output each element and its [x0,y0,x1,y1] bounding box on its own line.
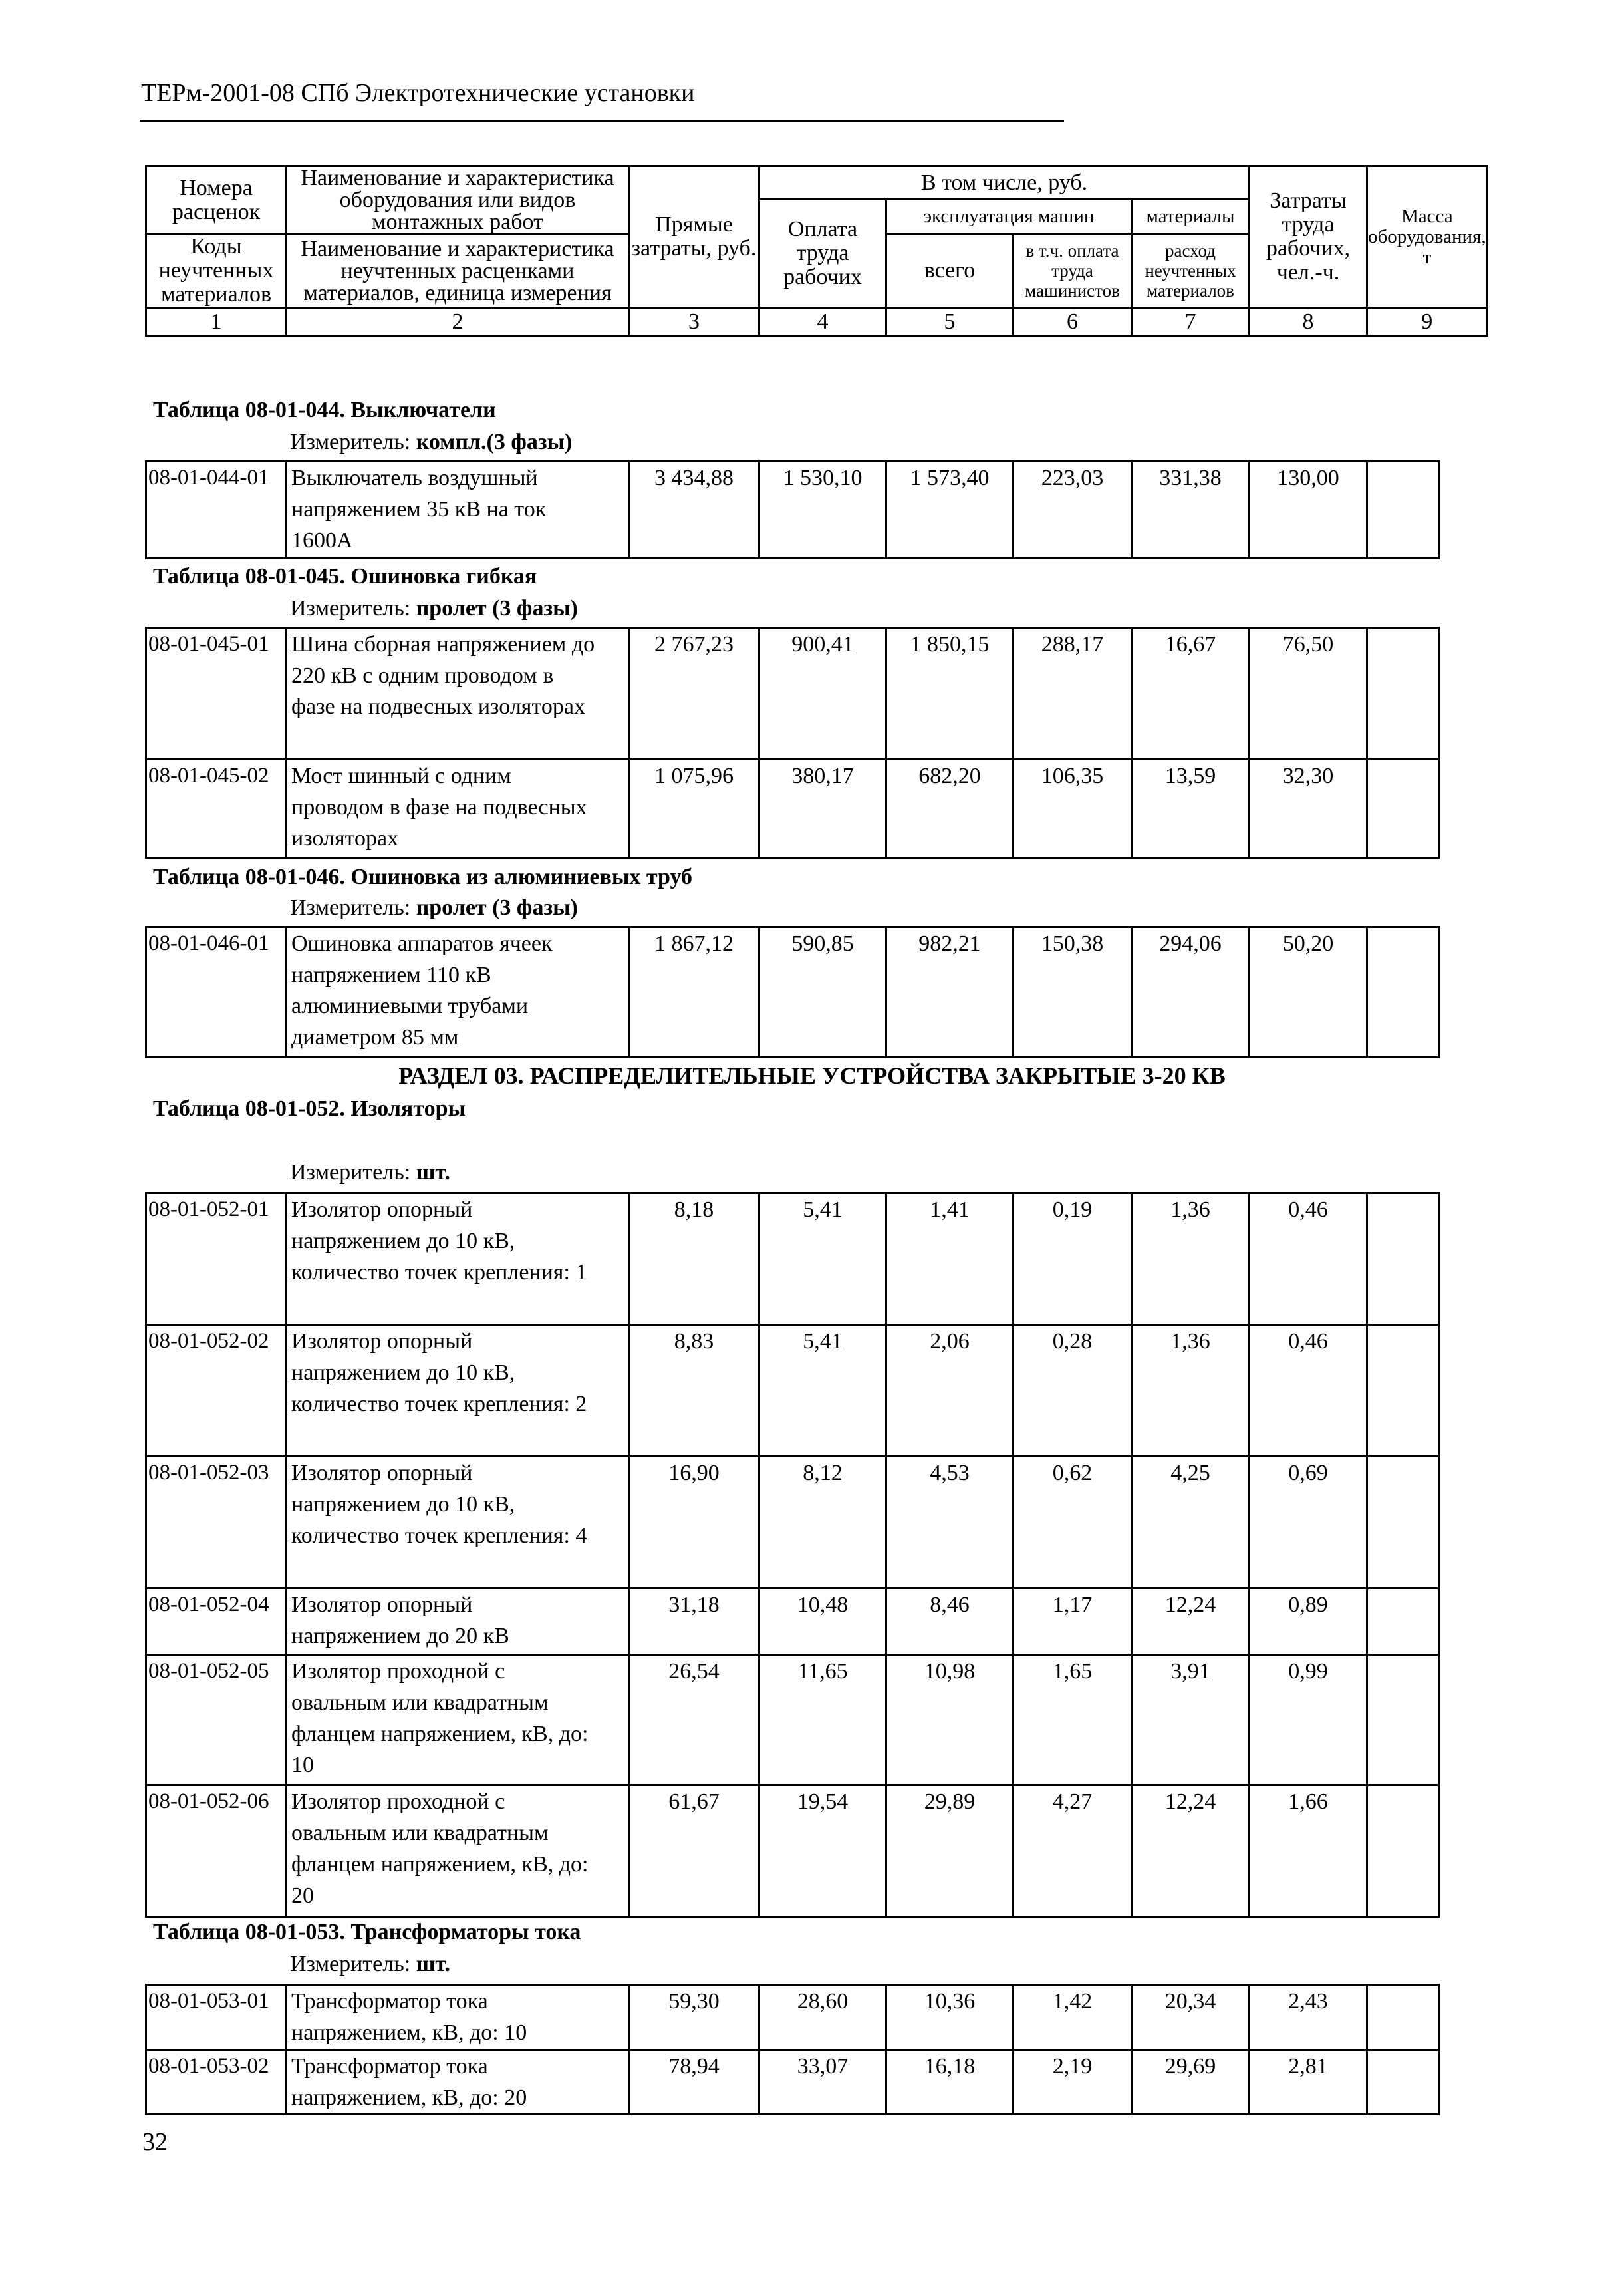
rate-code: 08-01-052-03 [146,1457,287,1589]
materials-cost: 1,36 [1132,1193,1250,1325]
labor-hours: 0,99 [1250,1655,1367,1785]
rate-name-line: напряжением 35 кВ на ток [291,497,547,522]
direct-cost: 26,54 [629,1655,759,1785]
section-title: РАЗДЕЛ 03. РАСПРЕДЕЛИТЕЛЬНЫЕ УСТРОЙСТВА ЗАКРЫТЫЕ 3-20 КВ [398,1062,1226,1089]
operator-pay: 150,38 [1014,927,1132,1058]
table-caption: Таблица 08-01-052. Изоляторы [153,1096,466,1121]
rate-code: 08-01-044-01 [146,462,287,559]
rate-name [287,462,629,559]
rate-name [287,1785,629,1917]
rate-name-line: количество точек крепления: 4 [291,1523,587,1548]
equipment-mass [1367,628,1439,760]
labor-hours: 2,81 [1250,2050,1367,2115]
col8-header: Затраты труда рабочих, чел.-ч. [1250,166,1367,308]
direct-cost: 3 434,88 [629,462,759,559]
rate-name-line: 220 кВ с одним проводом в [291,663,554,688]
materials-cost: 1,36 [1132,1325,1250,1457]
table-row [146,1589,1439,1655]
operator-pay: 223,03 [1014,462,1132,559]
labor-hours: 130,00 [1250,462,1367,559]
rate-name-line: алюминиевыми трубами [291,994,529,1018]
operator-pay: 0,19 [1014,1193,1132,1325]
rate-name-line: 20 [291,1883,314,1908]
machine-total: 10,98 [886,1655,1014,1785]
rate-name-line: напряжением, кВ, до: 20 [291,2085,527,2110]
col2-header-bottom: Наименование и характеристика неучтенных расценками материалов, единица измерения [287,234,629,308]
machine-total: 10,36 [886,1985,1014,2050]
col-number-6: 6 [1014,308,1132,336]
rate-name [287,1655,629,1785]
direct-cost: 16,90 [629,1457,759,1589]
rate-name-line: Шина сборная напряжением до [291,632,595,657]
rate-name-line: проводом в фазе на подвесных [291,795,587,820]
operator-pay: 1,65 [1014,1655,1132,1785]
col7-header: расход неучтенных материалов [1132,234,1250,308]
rate-name-line: Изолятор опорный [291,1593,473,1617]
equipment-mass [1367,1785,1439,1917]
measure-unit: шт. [416,1952,451,1976]
table-caption: Таблица 08-01-046. Ошиновка из алюминиевых труб [153,865,693,889]
equipment-mass [1367,1325,1439,1457]
measure-line: Измеритель: шт. [290,1160,451,1185]
rate-name-line: овальным или квадратным [291,1821,549,1845]
col3-header: Прямые затраты, руб. [629,166,759,308]
col9-header: Масса оборудования, т [1367,166,1488,308]
machine-total: 1 573,40 [886,462,1014,559]
rate-name [287,1589,629,1655]
group-header: В том числе, руб. [759,166,1250,200]
document-header: ТЕРм-2001-08 СПб Электротехнические установки [141,79,695,107]
rate-code: 08-01-052-05 [146,1655,287,1785]
labor-pay: 5,41 [759,1193,886,1325]
rate-name-line: количество точек крепления: 1 [291,1260,587,1285]
labor-pay: 10,48 [759,1589,886,1655]
labor-hours: 0,69 [1250,1457,1367,1589]
operator-pay: 0,62 [1014,1457,1132,1589]
machine-total: 1 850,15 [886,628,1014,760]
operator-pay: 1,42 [1014,1985,1132,2050]
labor-pay: 11,65 [759,1655,886,1785]
rate-name [287,2050,629,2115]
machine-total: 982,21 [886,927,1014,1058]
materials-cost: 12,24 [1132,1785,1250,1917]
materials-cost: 16,67 [1132,628,1250,760]
machine-total: 1,41 [886,1193,1014,1325]
materials-cost: 29,69 [1132,2050,1250,2115]
direct-cost: 61,67 [629,1785,759,1917]
equipment-mass [1367,1457,1439,1589]
col-number-8: 8 [1250,308,1367,336]
rate-name-line: 1600А [291,528,353,553]
equipment-mass [1367,1655,1439,1785]
machine-total: 16,18 [886,2050,1014,2115]
rates-table [145,460,1440,559]
labor-pay: 8,12 [759,1457,886,1589]
machine-total: 4,53 [886,1457,1014,1589]
operator-pay: 0,28 [1014,1325,1132,1457]
operator-pay: 4,27 [1014,1785,1132,1917]
rate-name-line: напряжением 110 кВ [291,963,491,987]
measure-unit: шт. [416,1160,451,1185]
equipment-mass [1367,1589,1439,1655]
rate-name-line: Изолятор проходной с [291,1789,505,1814]
rate-name-line: Изолятор опорный [291,1461,473,1485]
labor-hours: 1,66 [1250,1785,1367,1917]
rate-name-line: Трансформатор тока [291,1989,488,2014]
table-row [146,1457,1439,1589]
table-caption: Таблица 08-01-044. Выключатели [153,398,496,422]
rate-name-line: напряжением до 10 кВ, [291,1229,515,1253]
rate-name [287,1985,629,2050]
rate-name-line: напряжением до 10 кВ, [291,1492,515,1517]
equipment-mass [1367,462,1439,559]
rate-name [287,628,629,760]
measure-unit: пролет (3 фазы) [416,596,578,621]
labor-hours: 2,43 [1250,1985,1367,2050]
machine-total: 8,46 [886,1589,1014,1655]
rate-name-line: Изолятор проходной с [291,1659,505,1684]
materials-cost: 4,25 [1132,1457,1250,1589]
rate-name-line: изоляторах [291,826,399,851]
labor-pay: 33,07 [759,2050,886,2115]
rates-table [145,926,1440,1058]
labor-hours: 76,50 [1250,628,1367,760]
measure-line: Измеритель: компл.(3 фазы) [290,430,573,454]
labor-hours: 0,89 [1250,1589,1367,1655]
operator-pay: 2,19 [1014,2050,1132,2115]
equipment-mass [1367,1985,1439,2050]
table-row [146,927,1439,1058]
rate-code: 08-01-046-01 [146,927,287,1058]
rate-name-line: фланцем напряжением, кВ, до: [291,1722,589,1746]
column-header-table [145,165,1488,337]
direct-cost: 1 867,12 [629,927,759,1058]
rate-name-line: фланцем напряжением, кВ, до: [291,1852,589,1877]
rate-name-line: напряжением до 10 кВ, [291,1360,515,1385]
rate-code: 08-01-052-02 [146,1325,287,1457]
labor-pay: 380,17 [759,760,886,858]
page-number: 32 [142,2128,168,2156]
labor-pay: 590,85 [759,927,886,1058]
table-row [146,1325,1439,1457]
table-row [146,1193,1439,1325]
equipment-mass [1367,1193,1439,1325]
rate-name [287,760,629,858]
header-rule [140,120,1064,122]
rate-code: 08-01-053-01 [146,1985,287,2050]
rate-name [287,927,629,1058]
rate-name-line: количество точек крепления: 2 [291,1392,587,1416]
rate-name-line: Ошиновка аппаратов ячеек [291,931,553,956]
direct-cost: 8,18 [629,1193,759,1325]
rate-name-line: овальным или квадратным [291,1690,549,1715]
rate-code: 08-01-052-06 [146,1785,287,1917]
table-row [146,2050,1439,2115]
labor-hours: 50,20 [1250,927,1367,1058]
machine-total: 29,89 [886,1785,1014,1917]
table-row [146,1985,1439,2050]
col-number-9: 9 [1367,308,1488,336]
materials-cost: 3,91 [1132,1655,1250,1785]
rate-name-line: диаметром 85 мм [291,1025,459,1050]
materials-cost: 12,24 [1132,1589,1250,1655]
measure-unit: компл.(3 фазы) [416,430,573,454]
labor-pay: 1 530,10 [759,462,886,559]
equipment-mass [1367,927,1439,1058]
col1-header-top: Номера расценок [146,166,287,234]
col-number-4: 4 [759,308,886,336]
machines-header: эксплуатация машин [886,200,1132,234]
col-number-2: 2 [287,308,629,336]
rate-name-line: фазе на подвесных изоляторах [291,694,585,719]
col5-header: всего [886,234,1014,308]
labor-hours: 0,46 [1250,1325,1367,1457]
rate-name [287,1325,629,1457]
rate-name-line: Изолятор опорный [291,1197,473,1222]
rates-table [145,1984,1440,2115]
col1-header-bottom: Коды неучтенных материалов [146,234,287,308]
operator-pay: 288,17 [1014,628,1132,760]
col-number-3: 3 [629,308,759,336]
rate-name-line: напряжением, кВ, до: 10 [291,2020,527,2045]
rate-name [287,1457,629,1589]
machine-total: 2,06 [886,1325,1014,1457]
rates-table [145,1192,1440,1918]
rates-table [145,627,1440,859]
rate-code: 08-01-045-02 [146,760,287,858]
labor-pay: 5,41 [759,1325,886,1457]
operator-pay: 106,35 [1014,760,1132,858]
machine-total: 682,20 [886,760,1014,858]
labor-pay: 900,41 [759,628,886,760]
col-number-7: 7 [1132,308,1250,336]
table-row [146,1785,1439,1917]
materials-cost: 331,38 [1132,462,1250,559]
table-caption: Таблица 08-01-053. Трансформаторы тока [153,1920,581,1944]
table-row [146,628,1439,760]
materials-cost: 294,06 [1132,927,1250,1058]
rate-name-line: напряжением до 20 кВ [291,1624,509,1648]
rate-name-line: Мост шинный с одним [291,764,511,788]
rate-code: 08-01-045-01 [146,628,287,760]
col6-header: в т.ч. оплата труда машинистов [1014,234,1132,308]
col2-header-top: Наименование и характеристика оборудования или видов монтажных работ [287,166,629,234]
col-number-5: 5 [886,308,1014,336]
labor-pay: 19,54 [759,1785,886,1917]
table-caption: Таблица 08-01-045. Ошиновка гибкая [153,564,537,589]
equipment-mass [1367,760,1439,858]
table-row [146,1655,1439,1785]
direct-cost: 59,30 [629,1985,759,2050]
rate-name-line: 10 [291,1753,314,1777]
rate-name [287,1193,629,1325]
labor-pay: 28,60 [759,1985,886,2050]
measure-line: Измеритель: пролет (3 фазы) [290,895,578,920]
rate-code: 08-01-052-04 [146,1589,287,1655]
rate-code: 08-01-052-01 [146,1193,287,1325]
measure-unit: пролет (3 фазы) [416,895,578,920]
operator-pay: 1,17 [1014,1589,1132,1655]
direct-cost: 8,83 [629,1325,759,1457]
equipment-mass [1367,2050,1439,2115]
table-row [146,760,1439,858]
labor-hours: 32,30 [1250,760,1367,858]
direct-cost: 31,18 [629,1589,759,1655]
table-row [146,462,1439,559]
direct-cost: 2 767,23 [629,628,759,760]
rate-name-line: Изолятор опорный [291,1329,473,1354]
materials-header: материалы [1132,200,1250,234]
rate-code: 08-01-053-02 [146,2050,287,2115]
rate-name-line: Выключатель воздушный [291,466,538,490]
rate-name-line: Трансформатор тока [291,2054,488,2079]
col4-header: Оплата труда рабочих [759,200,886,308]
materials-cost: 13,59 [1132,760,1250,858]
measure-line: Измеритель: шт. [290,1952,451,1976]
labor-hours: 0,46 [1250,1193,1367,1325]
measure-line: Измеритель: пролет (3 фазы) [290,596,578,621]
direct-cost: 78,94 [629,2050,759,2115]
direct-cost: 1 075,96 [629,760,759,858]
materials-cost: 20,34 [1132,1985,1250,2050]
col-number-1: 1 [146,308,287,336]
